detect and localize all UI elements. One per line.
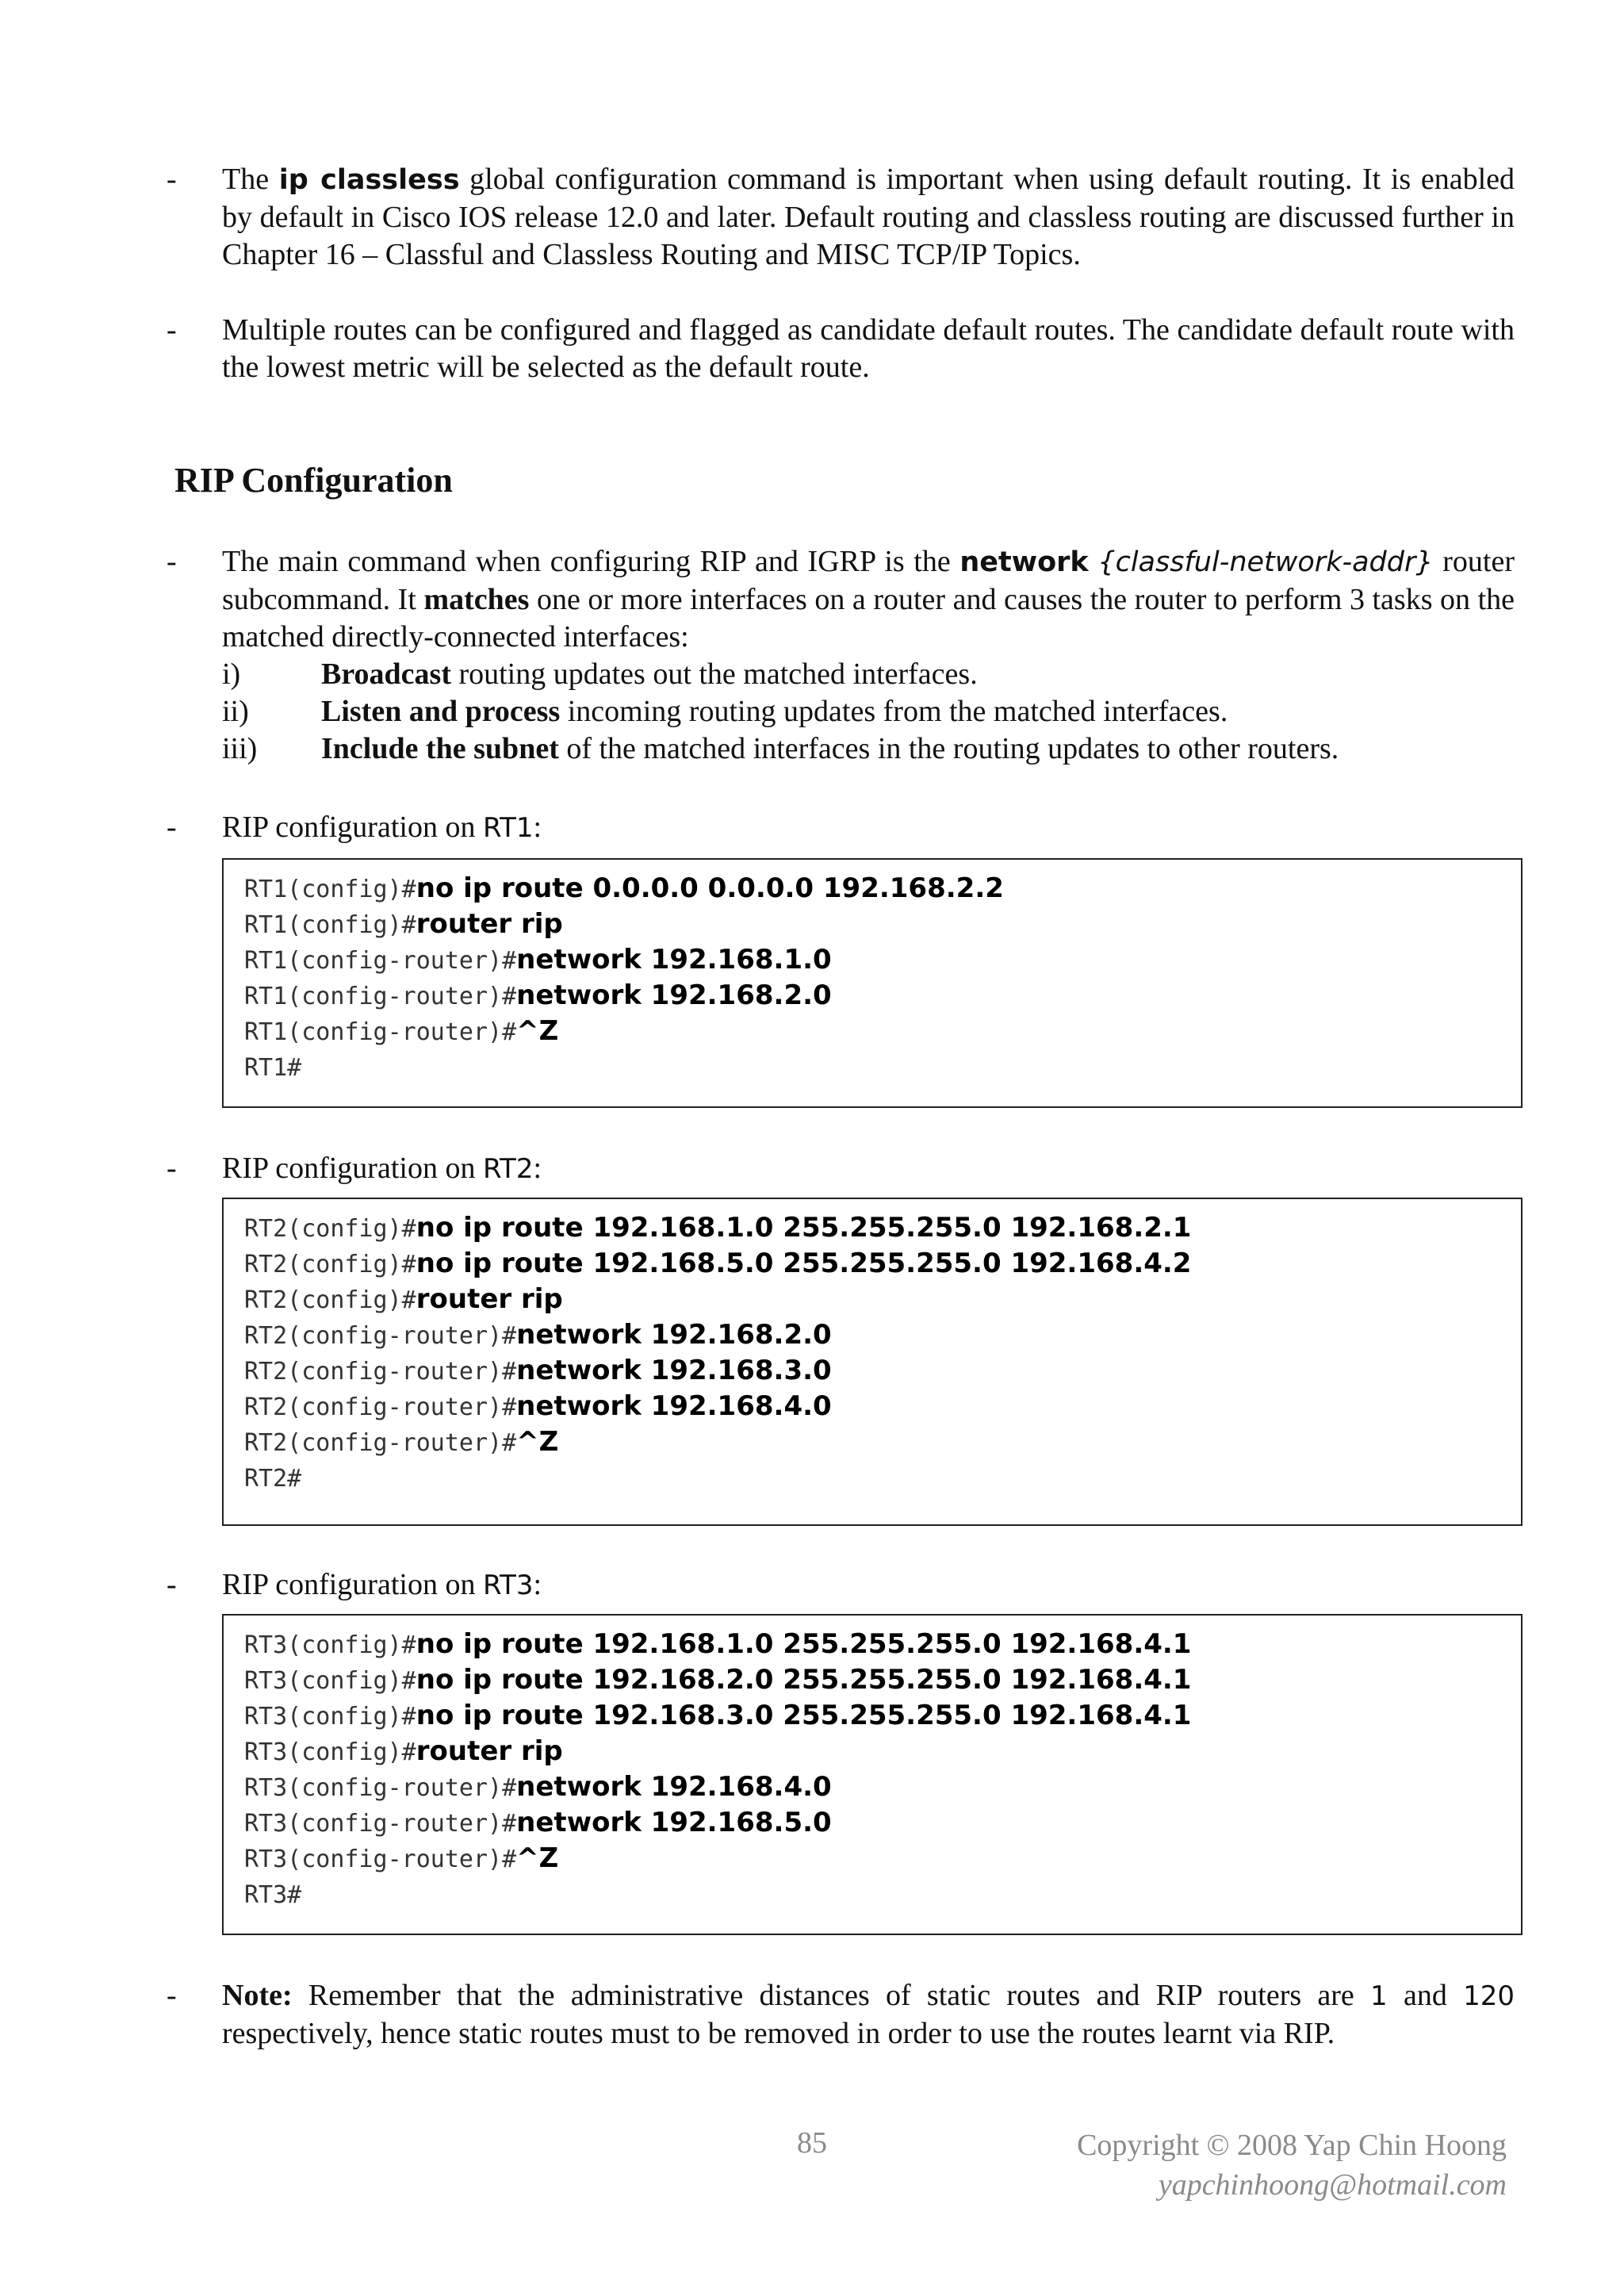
copyright-block: [1077, 2125, 1507, 2205]
code-line: RT3(config)#no ip route 192.168.1.0 255.255.255.0 192.168.4.1: [244, 1628, 1192, 1660]
code-line: RT2#: [244, 1465, 302, 1493]
bullet-note: - Note: Remember that the administrative distances of static routes and RIP routers are 1 and 120 respectively, hence static routes must to be removed in order to use the routes learnt via RIP.: [167, 1979, 1515, 2050]
bullet-dash: -: [167, 1979, 177, 2012]
bullet-ip-classless: [167, 161, 1515, 274]
bullet-text: Multiple routes can be configured and flagged as candidate default routes. The candidate default route with the lowest metric will be selected as the default route.: [222, 313, 1515, 384]
note-label: Note:: [222, 1979, 293, 2012]
bullet-dash: -: [167, 313, 177, 347]
code-line: RT1(config)#no ip route 0.0.0.0 0.0.0.0 192.168.2.2: [244, 872, 1004, 904]
code-block-rt2: [222, 1198, 1522, 1526]
bullet-dash: -: [167, 811, 177, 844]
bullet-rt1-intro: - RIP configuration on RT1:: [167, 809, 1515, 847]
code-line: RT2(config-router)#^Z: [244, 1426, 559, 1458]
code-line: RT3(config-router)#network 192.168.5.0: [244, 1807, 832, 1838]
bullet-dash: -: [167, 545, 177, 578]
matches-word: matches: [423, 583, 530, 616]
bullet-rt3-intro: - RIP configuration on RT3:: [167, 1566, 1515, 1604]
bullet-text: The ip classless global configuration command is important when using default routing. It is enabled by default in Cisco IOS release 12.0 and later. Default routing and classless routing are discussed further in Chapter 16 – Classful and Classless Routing and MISC TCP/IP Topics.: [222, 163, 1515, 271]
bullet-rt2-intro: - RIP configuration on RT2:: [167, 1150, 1515, 1188]
copyright-text: Copyright © 2008 Yap Chin Hoong: [1077, 2129, 1507, 2162]
author-email: yapchinhoong@hotmail.com: [1158, 2168, 1507, 2202]
command-argument: {classful-network-addr}: [1097, 546, 1434, 578]
code-line: RT1#: [244, 1054, 302, 1082]
list-item: ii) Listen and process incoming routing updates from the matched interfaces.: [222, 695, 1228, 728]
code-line: RT3(config)#no ip route 192.168.2.0 255.255.255.0 192.168.4.1: [244, 1664, 1192, 1696]
bullet-text: The main command when configuring RIP and IGRP is the network {classful-network-addr} router subcommand. It matches one or more interfaces on a router and causes the router to perform 3 tasks on the matched directly-connected interfaces:: [222, 545, 1515, 654]
code-line: RT2(config)#no ip route 192.168.5.0 255.255.255.0 192.168.4.2: [244, 1248, 1192, 1279]
code-line: RT3(config-router)#^Z: [244, 1842, 559, 1874]
code-line: RT2(config-router)#network 192.168.4.0: [244, 1390, 832, 1422]
page-number: 85: [797, 2126, 827, 2160]
list-item: iii) Include the subnet of the matched interfaces in the routing updates to other routers.: [222, 732, 1339, 765]
code-line: RT3(config-router)#network 192.168.4.0: [244, 1771, 832, 1803]
code-line: RT1(config)#router rip: [244, 908, 563, 940]
bullet-dash: -: [167, 163, 177, 196]
code-line: RT2(config)#no ip route 192.168.1.0 255.255.255.0 192.168.2.1: [244, 1212, 1192, 1244]
code-line: RT1(config-router)#^Z: [244, 1015, 559, 1047]
bullet-network-command: [167, 543, 1515, 768]
list-item: i) Broadcast routing updates out the matched interfaces.: [222, 657, 978, 691]
code-line: RT2(config-router)#network 192.168.3.0: [244, 1355, 832, 1386]
command-ip-classless: ip classless: [278, 164, 460, 196]
bullet-candidate-default: [167, 312, 1515, 386]
code-line: RT1(config-router)#network 192.168.2.0: [244, 979, 832, 1011]
code-line: RT3(config)#router rip: [244, 1735, 563, 1767]
code-line: RT1(config-router)#network 192.168.1.0: [244, 944, 832, 976]
task-list: [222, 656, 1515, 768]
command-network: network: [959, 546, 1089, 578]
code-block-rt1: [222, 858, 1522, 1108]
bullet-dash: -: [167, 1152, 177, 1185]
section-heading: RIP Configuration: [174, 461, 453, 500]
code-block-rt3: [222, 1614, 1522, 1935]
code-line: RT3#: [244, 1881, 302, 1909]
code-line: RT2(config-router)#network 192.168.2.0: [244, 1319, 832, 1351]
code-line: RT2(config)#router rip: [244, 1283, 563, 1315]
bullet-dash: -: [167, 1568, 177, 1601]
code-line: RT3(config)#no ip route 192.168.3.0 255.255.255.0 192.168.4.1: [244, 1700, 1192, 1731]
